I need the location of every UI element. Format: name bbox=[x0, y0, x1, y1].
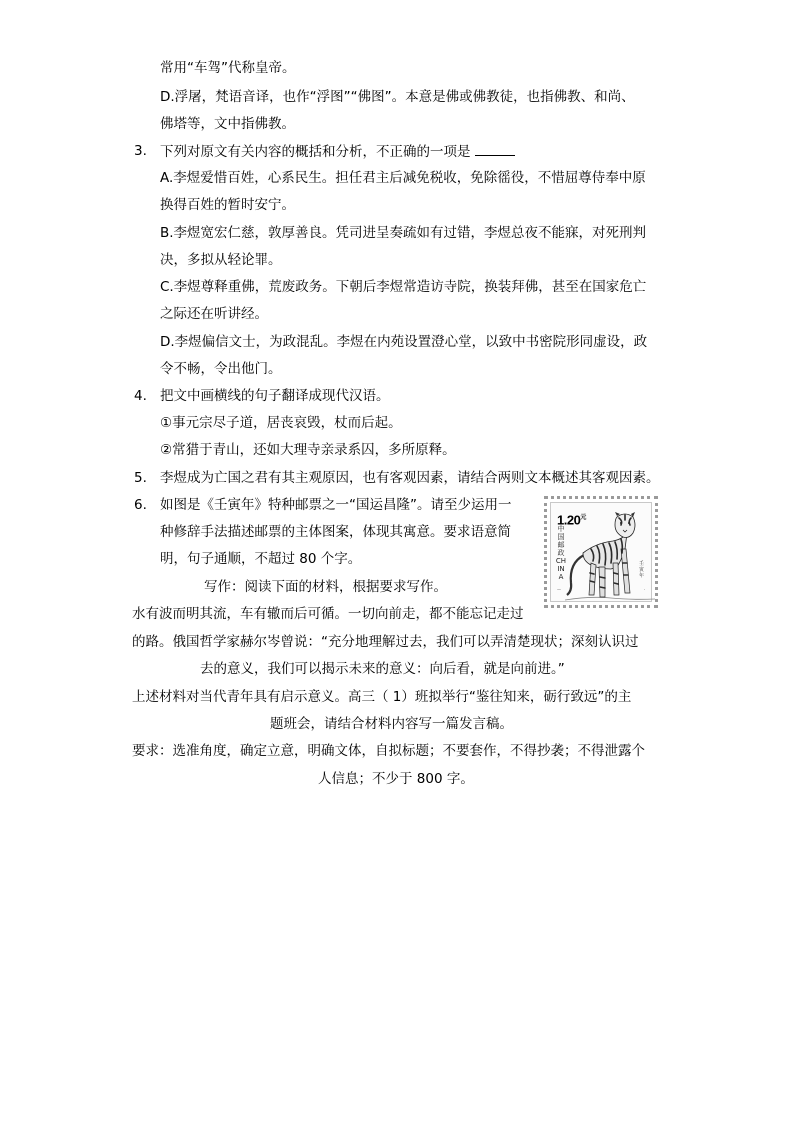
stamp-footer: — · bbox=[557, 587, 645, 592]
question-4-sentence-1: ①事元宗尽子道，居丧哀毁，杖而后起。 bbox=[160, 415, 402, 431]
writing-task-line2: 题班会，请结合材料内容写一篇发言稿。 bbox=[270, 716, 513, 732]
item2-tail-line: 常用“车驾”代称皇帝。 bbox=[160, 60, 296, 76]
answer-blank bbox=[475, 141, 515, 156]
question-3-number: 3. bbox=[134, 143, 147, 159]
writing-material-line2: 的路。俄国哲学家赫尔岑曾说：“充分地理解过去，我们可以弄清楚现状；深刻认识过 bbox=[132, 634, 639, 650]
item2-option-d-line1: D.浮屠，梵语音译，也作“浮图”“佛图”。本意是佛或佛教徒，也指佛教、和尚、 bbox=[160, 89, 635, 105]
stamp-country-label: 中国邮政 CHINA bbox=[555, 525, 567, 581]
writing-requirements-line2: 人信息；不少于 800 字。 bbox=[318, 771, 474, 787]
writing-material-line3: 去的意义，我们可以揭示未来的意义：向后看，就是向前进。” bbox=[200, 661, 565, 677]
question-3-stem-text: 下列对原文有关内容的概括和分析，不正确的一项是 bbox=[160, 144, 471, 160]
question-4-number: 4. bbox=[134, 388, 147, 404]
question-3-option-a-line2: 换得百姓的暂时安宁。 bbox=[160, 197, 295, 213]
writing-title: 写作：阅读下面的材料，根据要求写作。 bbox=[204, 579, 447, 595]
question-5-stem: 李煜成为亡国之君有其主观原因，也有客观因素，请结合两则文本概述其客观因素。 bbox=[160, 470, 660, 486]
question-3-stem bbox=[160, 141, 515, 162]
tiger-stamp-image bbox=[544, 496, 658, 608]
stamp-denomination-value: 1.20 bbox=[557, 512, 581, 528]
question-3-option-c-line1: C.李煜尊释重佛，荒废政务。下朝后李煜常造访寺院，换装拜佛，甚至在国家危亡 bbox=[160, 279, 647, 295]
question-3-option-c-line2: 之际还在听讲经。 bbox=[160, 306, 268, 322]
question-6-line3: 明，句子通顺，不超过 80 个字。 bbox=[160, 551, 362, 567]
writing-material-line1: 水有波而明其流，车有辙而后可循。一切向前走，都不能忘记走过 bbox=[132, 606, 524, 622]
question-4-stem: 把文中画横线的句子翻译成现代汉语。 bbox=[160, 388, 390, 404]
stamp-face bbox=[550, 502, 652, 602]
question-3-option-d-line1: D.李煜偏信文士，为政混乱。李煜在内苑设置澄心堂，以致中书密院形同虚设，政 bbox=[160, 334, 648, 350]
question-6-line1: 如图是《壬寅年》特种邮票之一“国运昌隆”。请至少运用一 bbox=[160, 497, 512, 513]
question-6-number: 6. bbox=[134, 497, 147, 513]
writing-requirements-line1: 要求：选准角度，确定立意，明确文体，自拟标题；不要套作，不得抄袭；不得泄露个 bbox=[132, 743, 645, 759]
question-4-sentence-2: ②常猎于青山，还如大理寺亲录系囚，多所原释。 bbox=[160, 442, 456, 458]
writing-task-line1: 上述材料对当代青年具有启示意义。高三（ 1）班拟举行“鉴往知来，砺行致远”的主 bbox=[132, 689, 632, 705]
stamp-denomination-unit: 元 bbox=[580, 515, 586, 521]
question-3-option-b-line2: 决，多拟从轻论罪。 bbox=[160, 252, 282, 268]
question-3-option-a-line1: A.李煜爱惜百姓，心系民生。担任君主后减免税收，免除徭役，不惜屈尊侍奉中原 bbox=[160, 170, 646, 186]
stamp-year-label: 壬寅年 bbox=[639, 561, 645, 579]
question-5-number: 5. bbox=[134, 470, 147, 486]
item2-option-d-line2: 佛塔等，文中指佛教。 bbox=[160, 116, 295, 132]
question-6-line2: 种修辞手法描述邮票的主体图案，体现其寓意。要求语意简 bbox=[160, 524, 511, 540]
question-3-option-b-line1: B.李煜宽宏仁慈，敦厚善良。凭司进呈奏疏如有过错，李煜总夜不能寐，对死刑判 bbox=[160, 225, 647, 241]
question-3-option-d-line2: 令不畅，令出他门。 bbox=[160, 361, 282, 377]
